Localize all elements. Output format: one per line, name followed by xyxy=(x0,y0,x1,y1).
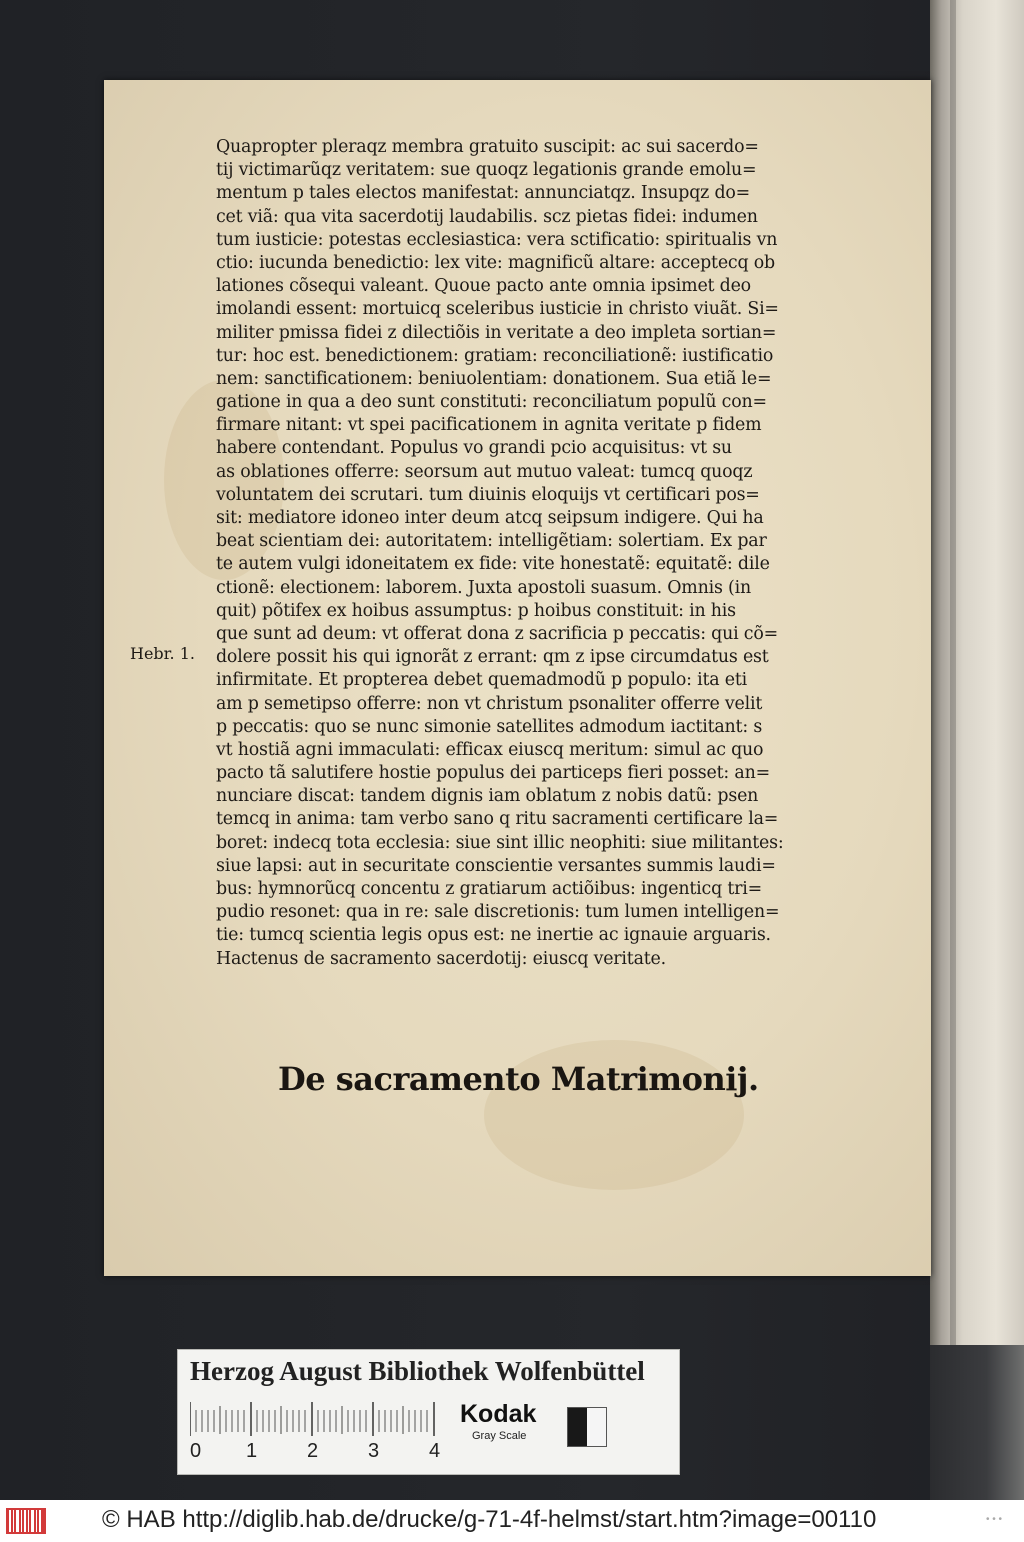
body-text xyxy=(216,136,856,971)
facing-page-lower xyxy=(930,1345,1024,1500)
text-line: voluntatem dei scrutari. tum diuinis eloquijs vt certificari pos= xyxy=(216,484,760,505)
text-line: mentum p tales electos manifestat: annunciatqz. Insupqz do= xyxy=(216,183,751,204)
text-line: tie: tumcq scientia legis opus est: ne inertie ac ignauie arguaris. xyxy=(216,925,771,946)
text-line: dolere possit his qui ignorãt z errant: qm z ipse circumdatus est xyxy=(216,647,769,668)
barcode-icon xyxy=(6,1504,46,1536)
margin-note: Hebr. 1. xyxy=(130,644,195,663)
source-url-text: © HAB http://diglib.hab.de/drucke/g-71-4f-helmst/start.htm?image=00110 xyxy=(102,1506,877,1533)
ruler-number: 3 xyxy=(368,1440,380,1462)
kodak-logo: Kodak xyxy=(460,1400,537,1428)
ruler-number: 2 xyxy=(307,1440,319,1462)
text-line: quit) põtifex ex hoibus assumptus: p hoibus constituit: in his xyxy=(216,600,736,621)
text-line: Hactenus de sacramento sacerdotij: eiuscq veritate. xyxy=(216,948,666,969)
library-name: Herzog August Bibliothek Wolfenbüttel xyxy=(190,1356,645,1386)
section-heading: De sacramento Matrimonij. xyxy=(278,1060,759,1098)
text-line: nem: sanctificationem: beniuolentiam: donationem. Sua etiã le= xyxy=(216,368,772,389)
ruler-number: 4 xyxy=(429,1440,441,1462)
text-line: militer pmissa fidei z dilectiõis in veritate a deo impleta sortian= xyxy=(216,322,777,343)
text-line: habere contendant. Populus vo grandi pcio acquisitus: vt su xyxy=(216,438,732,459)
gray-scale-label: Gray Scale xyxy=(472,1430,527,1442)
text-line: te autem vulgi idoneitatem ex fide: vite honestatẽ: equitatẽ: dile xyxy=(216,554,770,575)
text-line: bus: hymnorũcq concentu z gratiarum actiõibus: ingenticq tri= xyxy=(216,879,762,899)
gray-swatch xyxy=(567,1407,607,1447)
text-line: temcq in anima: tam verbo sano q ritu sacramenti certificare la= xyxy=(216,809,779,830)
text-line: gatione in qua a deo sunt constituti: reconciliatum populũ con= xyxy=(216,392,767,413)
text-line: Quapropter pleraqz membra gratuito suscipit: ac sui sacerdo= xyxy=(216,137,759,157)
text-line: lationes cõsequi valeant. Quoue pacto ante omnia ipsimet deo xyxy=(216,276,751,297)
facing-page-edge xyxy=(930,0,1024,1345)
ruler-scale xyxy=(190,1440,450,1466)
text-line: pacto tã salutifere hostie populus dei particeps fieri posset: an= xyxy=(216,763,770,784)
text-line: infirmitate. Et propterea debet quemadmodũ p populo: ita eti xyxy=(216,670,747,691)
text-line: boret: indecq tota ecclesia: siue sint illic neophiti: siue militantes: xyxy=(216,832,784,853)
text-line: firmare nitant: vt spei pacificationem in agnita veritate p fidem xyxy=(216,415,762,436)
text-line: siue lapsi: aut in securitate conscientie versantes summis laudi= xyxy=(216,855,776,876)
text-line: p peccatis: quo se nunc simonie satellites admodum iactitant: s xyxy=(216,716,763,737)
text-line: beat scientiam dei: autoritatem: intelligẽtiam: solertiam. Ex par xyxy=(216,531,767,552)
color-calibration-card xyxy=(177,1349,680,1475)
ruler-number: 0 xyxy=(190,1440,202,1462)
text-line: as oblationes offerre: seorsum aut mutuo valeat: tumcq quoqz xyxy=(216,461,753,482)
text-line: sit: mediatore idoneo inter deum atcq seipsum indigere. Qui ha xyxy=(216,508,764,528)
text-line: vt hostiã agni immaculati: efficax eiuscq meritum: simul ac quo xyxy=(216,739,764,760)
book-leaf xyxy=(104,80,931,1276)
text-line: ctio: iucunda benedictio: lex vite: magnificũ altare: acceptecq ob xyxy=(216,252,775,273)
footer-bar xyxy=(0,1500,1024,1542)
text-line: cet viã: qua vita sacerdotij laudabilis. scz pietas fidei: indumen xyxy=(216,206,758,227)
text-line: am p semetipso offerre: non vt christum psonaliter offerre velit xyxy=(216,693,763,714)
text-line: tij victimarũqz veritatem: sue quoqz legationis grande emolu= xyxy=(216,160,757,181)
footer-dots: • • • xyxy=(986,1514,1003,1525)
text-line: nunciare discat: tandem dignis iam oblatum z nobis datũ: psen xyxy=(216,786,759,807)
text-line: imolandi essent: mortuicq sceleribus iusticie in christo viuãt. Si= xyxy=(216,299,779,320)
text-line: pudio resonet: qua in re: sale discretionis: tum lumen intelligen= xyxy=(216,902,780,923)
text-line: ctionẽ: electionem: laborem. Juxta apostoli suasum. Omnis (in xyxy=(216,577,751,598)
measurement-ruler xyxy=(190,1402,440,1442)
text-line: que sunt ad deum: vt offerat dona z sacrificia p peccatis: qui cõ= xyxy=(216,623,778,644)
text-line: tum iusticie: potestas ecclesiastica: vera sctificatio: spiritualis vn xyxy=(216,229,778,250)
ruler-number: 1 xyxy=(246,1440,258,1462)
text-line: tur: hoc est. benedictionem: gratiam: reconciliationẽ: iustificatio xyxy=(216,345,774,366)
